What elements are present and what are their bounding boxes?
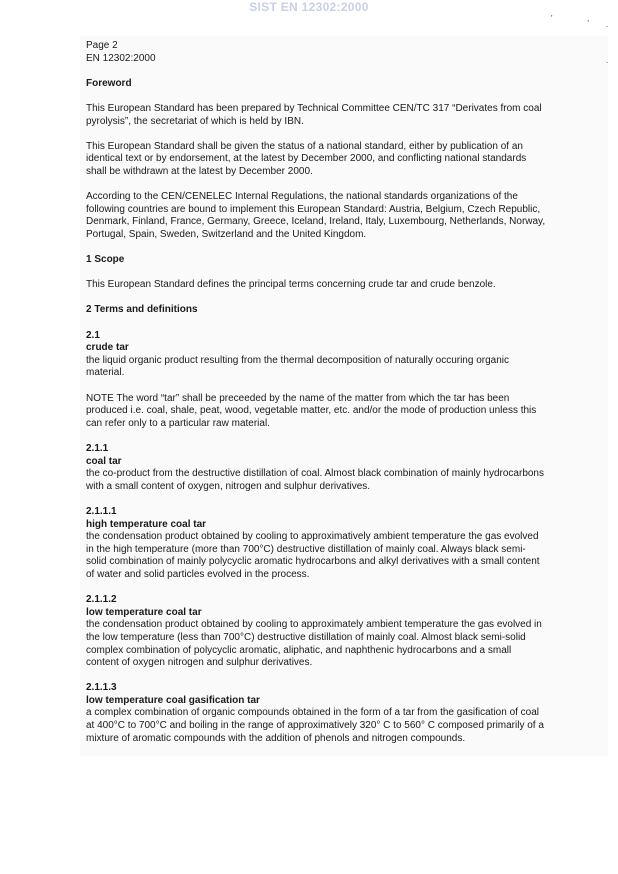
term-entry	[86, 682, 546, 745]
scan-mark: '	[551, 14, 553, 23]
foreword-paragraph: This European Standard has been prepared by Technical Committee CEN/TC 317 “Derivates from coal pyrolysis”, the secretariat of which is held by IBN.	[86, 102, 542, 127]
scan-mark: .	[606, 20, 609, 29]
term-number: 2.1.1	[86, 443, 109, 454]
term-name: low temperature coal tar	[86, 606, 202, 618]
term-definition: the condensation product obtained by cooling to approximatively ambient temperature the gas evolved in the high temperature (more than 700°C) destructive distillation of mainly coal. Always black semi-solid combination of mainly polycyclic aromatic hydrocarbons and alkyl derivatives with a small content of water and solid particles evolved in the process.	[86, 531, 540, 580]
term-note: NOTE The word “tar” shall be preceeded by the name of the matter from which the tar has been produced i.e. coal, shale, peat, wood, vegetable matter, etc. and/or the mode of production unless this can refer only to a particular raw material.	[86, 392, 537, 429]
foreword-paragraph: This European Standard shall be given the status of a national standard, either by publication of an identical text or by endorsement, at the latest by December 2000, and conflicting national standards shall be withdrawn at the latest by December 2000.	[86, 140, 527, 177]
terms-heading: 2 Terms and definitions	[86, 304, 198, 316]
term-name: low temperature coal gasification tar	[86, 694, 260, 706]
term-entry	[86, 330, 546, 380]
term-definition: the co-product from the destructive distillation of coal. Almost black combination of mainly hydrocarbons with a small content of oxygen, nitrogen and sulphur derivatives.	[86, 468, 544, 492]
foreword-heading: Foreword	[86, 77, 132, 89]
term-number: 2.1.1.2	[86, 594, 117, 606]
term-entry	[86, 506, 546, 582]
standard-id: EN 12302:2000	[86, 52, 156, 64]
watermark: SIST EN 12302:2000	[249, 0, 369, 14]
term-name: high temperature coal tar	[86, 518, 207, 530]
term-number: 2.1	[86, 329, 100, 341]
scan-mark: ,	[587, 14, 590, 23]
term-number: 2.1.1.1	[86, 505, 117, 517]
document-page	[86, 40, 546, 758]
term-entry	[86, 443, 546, 493]
foreword-paragraph: According to the CEN/CENELEC Internal Regulations, the national standards organizations of the following countries are bound to implement this European Standard: Austria, Belgium, Czech Republic, Denmark, Finland, France, Germany, Greece, Iceland, Ireland, Italy, Luxembourg, Netherlands, Norway, Portugal, Spain, Sweden, Switzerland and the United Kingdom.	[86, 191, 546, 240]
scan-mark: .	[606, 56, 609, 65]
term-entry	[86, 594, 546, 670]
term-definition: the liquid organic product resulting from the thermal decomposition of naturally occuring organic material.	[86, 354, 510, 379]
term-number: 2.1.1.3	[86, 682, 117, 694]
scope-heading: 1 Scope	[86, 254, 125, 266]
page-number: Page 2	[86, 40, 118, 51]
term-definition: the condensation product obtained by cooling to approximately ambient temperature the gas evolved in the low temperature (less than 700°C) destructive distillation of mainly coal. Almost black semi-solid complex combination of polycyclic aromatic, aliphatic, and naphthenic hydrocarbons and a small content of oxygen nitrogen and sulphur derivatives.	[86, 619, 542, 669]
term-name: crude tar	[86, 342, 129, 354]
term-definition: a complex combination of organic compounds obtained in the form of a tar from the gasification of coal at 400°C to 700°C and boiling in the range of approximatively 320° C to 560° C composed primarily of a mixture of aromatic compounds with the addition of phenols and nitrogen compounds.	[86, 707, 544, 744]
term-name: coal tar	[86, 455, 122, 467]
scope-text: This European Standard defines the principal terms concerning crude tar and crude benzole.	[86, 279, 496, 291]
